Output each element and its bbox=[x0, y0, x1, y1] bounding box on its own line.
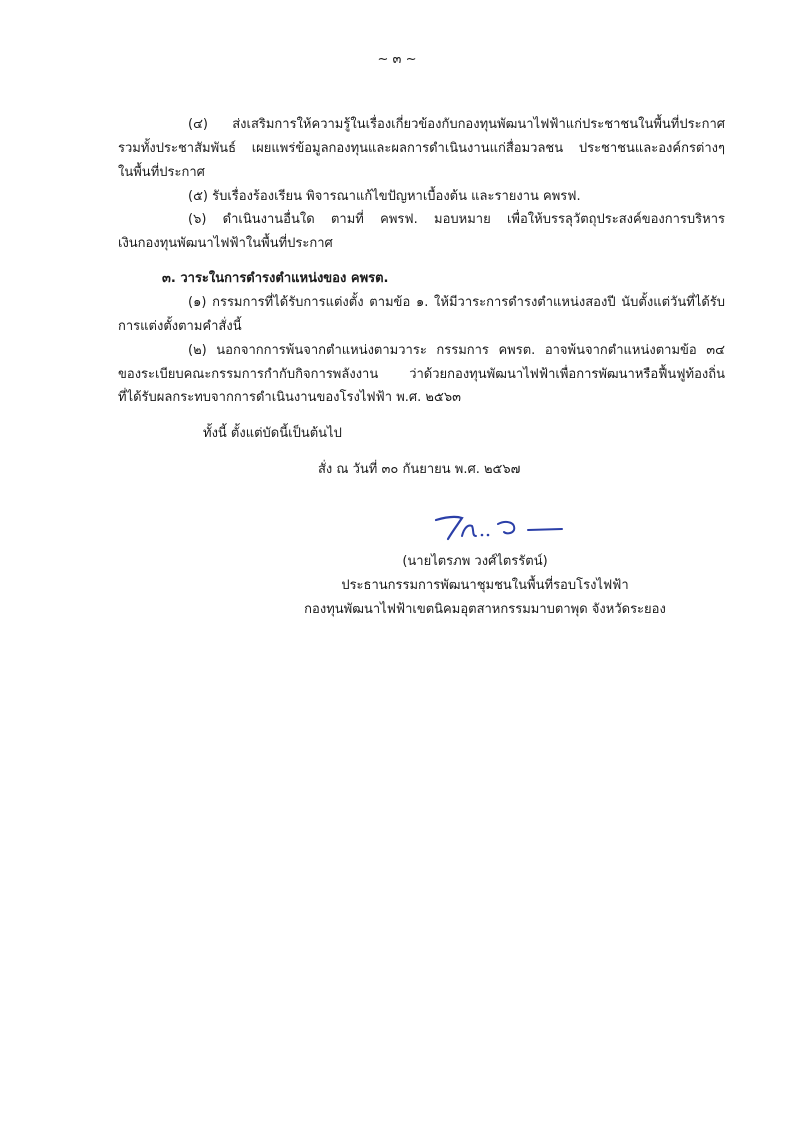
item-4-line-3: ในพื้นที่ประกาศ bbox=[118, 165, 205, 180]
effective-clause: ทั้งนี้ ตั้งแต่บัดนี้เป็นต้นไป bbox=[203, 426, 342, 441]
item-4-line-2: รวมทั้งประชาสัมพันธ์ เผยแพร่ข้อมูลกองทุนและผลการดำเนินงานแก่สื่อมวลชน ประชาชนและองค์กรต่างๆ bbox=[118, 141, 725, 156]
section-3-item-2-line-2: ของระเบียบคณะกรรมการกำกับกิจการพลังงาน ว่าด้วยกองทุนพัฒนาไฟฟ้าเพื่อการพัฒนาหรือฟื้นฟูท้องถิ่น bbox=[118, 367, 725, 382]
section-3-item-1-line-1: (๑) กรรมการที่ได้รับการแต่งตั้ง ตามข้อ ๑. ให้มีวาระการดำรงตำแหน่งสองปี นับตั้งแต่วันที่ได้รับ bbox=[188, 295, 725, 310]
item-6-line-1: (๖) ดำเนินงานอื่นใด ตามที่ คพรฟ. มอบหมาย เพื่อให้บรรลุวัตถุประสงค์ของการบริหาร bbox=[188, 212, 725, 227]
item-4-line-1: (๔) ส่งเสริมการให้ความรู้ในเรื่องเกี่ยวข้องกับกองทุนพัฒนาไฟฟ้าแก่ประชาชนในพื้นที่ประกาศ bbox=[188, 117, 725, 132]
section-3-item-1-line-2: การแต่งตั้งตามคำสั่งนี้ bbox=[118, 319, 242, 334]
signatory-position-line-2: กองทุนพัฒนาไฟฟ้าเขตนิคมอุตสาหกรรมมาบตาพุด จังหวัดระยอง bbox=[304, 602, 666, 617]
signatory-position-line-1: ประธานกรรมการพัฒนาชุมชนในพื้นที่รอบโรงไฟฟ้า bbox=[341, 578, 629, 593]
signature-icon bbox=[432, 512, 567, 542]
item-6-line-2: เงินกองทุนพัฒนาไฟฟ้าในพื้นที่ประกาศ bbox=[118, 236, 333, 251]
section-3-item-2-line-1: (๒) นอกจากการพ้นจากตำแหน่งตามวาระ กรรมการ คพรต. อาจพ้นจากตำแหน่งตามข้อ ๓๔ bbox=[188, 343, 725, 358]
item-5: (๕) รับเรื่องร้องเรียน พิจารณาแก้ไขปัญหาเบื้องต้น และรายงาน คพรฟ. bbox=[188, 189, 581, 204]
page-number: ~ ๓ ~ bbox=[377, 52, 417, 67]
section-3-item-2-line-3: ที่ได้รับผลกระทบจากการดำเนินงานของโรงไฟฟ้า พ.ศ. ๒๕๖๓ bbox=[118, 390, 461, 405]
section-3-heading: ๓. วาระในการดำรงตำแหน่งของ คพรต. bbox=[162, 271, 389, 286]
order-date: สั่ง ณ วันที่ ๓๐ กันยายน พ.ศ. ๒๕๖๗ bbox=[318, 462, 521, 477]
signatory-name: (นายไตรภพ วงศ์ไตรรัตน์) bbox=[402, 554, 548, 569]
